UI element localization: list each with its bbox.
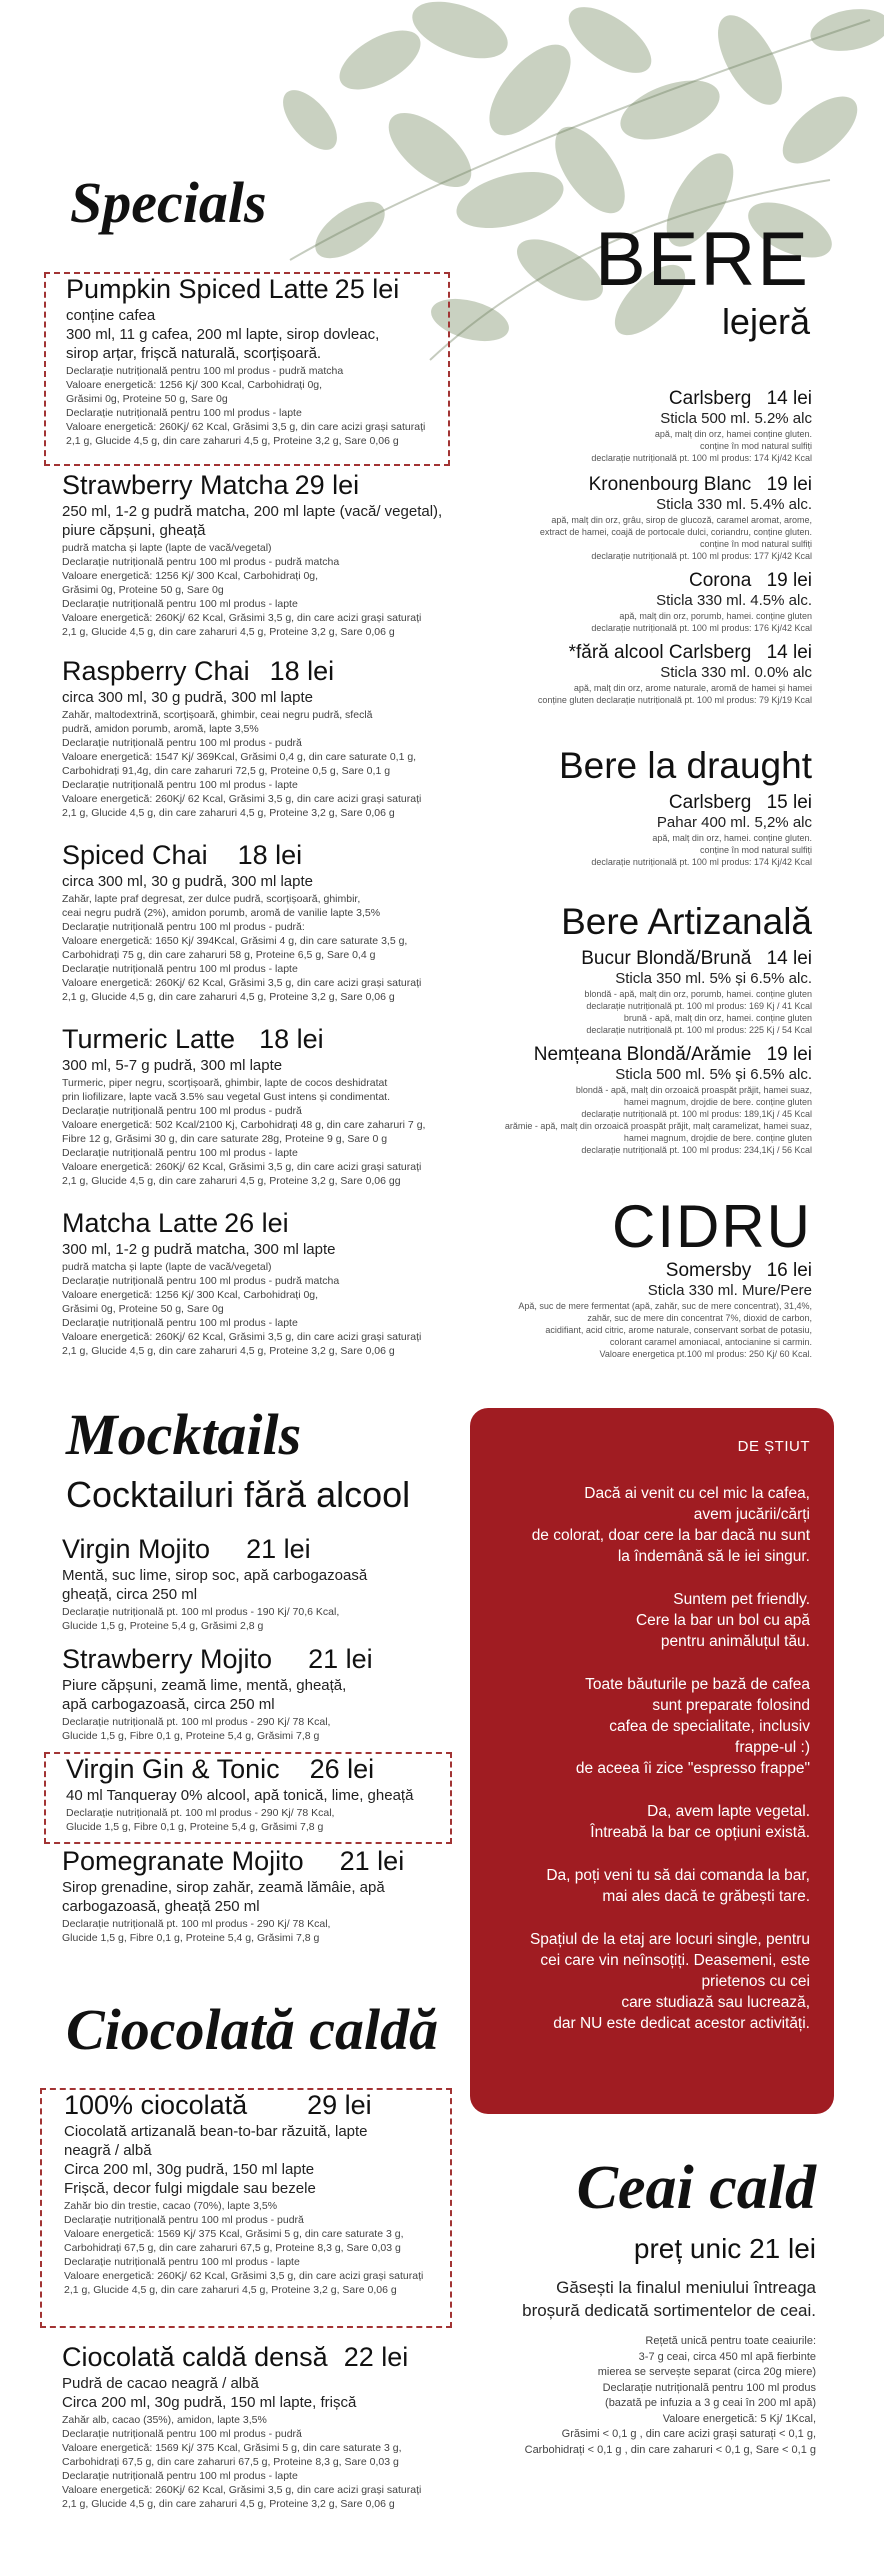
item-desc: circa 300 ml, 30 g pudră, 300 ml lapte — [62, 873, 313, 890]
item-price: 18 lei — [269, 656, 335, 686]
beer-price: 14 lei — [766, 388, 812, 409]
menu-item-strawberry-matcha[interactable] — [62, 470, 452, 639]
item-note: Valoare energetică: 1256 Kj/ 300 Kcal, Carbohidrați 0g, — [62, 1289, 319, 1301]
beer-nemteana[interactable] — [452, 1044, 812, 1156]
item-note: Declarație nutrițională pentru 100 ml produs - pudră matcha — [66, 365, 344, 377]
beer-note: conține în mod natural sulfiți — [699, 539, 812, 549]
beer-bucur[interactable] — [452, 948, 812, 1036]
item-note: 2,1 g, Glucide 4,5 g, din care zaharuri 4,5 g, Proteine 3,2 g, Sare 0,06 g — [62, 807, 395, 819]
item-note: Declarație nutrițională pentru 100 ml produs - pudră — [62, 737, 302, 749]
ceai-note: Valoare energetică: 5 Kj/ 1Kcal, — [662, 2412, 816, 2425]
item-note: Declarație nutrițională pentru 100 ml produs - lapte — [62, 2470, 298, 2482]
item-note: Valoare energetică: 260Kj/ 62 Kcal, Grăsimi 3,5 g, din care acizi grași saturați — [62, 2484, 422, 2496]
item-desc: Pudră de cacao neagră / albă — [62, 2375, 259, 2392]
item-name: Spiced Chai — [62, 840, 208, 870]
menu-item-pomegranate-mojito[interactable] — [62, 1846, 452, 1945]
item-note: Zahăr bio din trestie, cacao (70%), lapte 3,5% — [64, 2200, 278, 2212]
ceai-note: Grăsimi < 0,1 g , din care acizi grași saturați < 0,1 g, — [561, 2428, 816, 2440]
cider-somersby[interactable] — [392, 1260, 812, 1360]
beer-name: Kronenbourg Blanc — [588, 474, 752, 495]
ceai-title: Ceai cald — [576, 2154, 816, 2222]
item-note: Grăsimi 0g, Proteine 50 g, Sare 0g — [62, 1303, 224, 1315]
item-note: Carbohidrați 67,5 g, din care zaharuri 67,5 g, Proteine 8,3 g, Sare 0,03 g — [62, 2456, 399, 2468]
beer-note: hamei magnum, drojdie de bere. conține gluten — [623, 1133, 812, 1143]
beer-note: extract de hamei, coajă de portocale dulci, coriandru, conține gluten. — [539, 527, 812, 537]
item-note: Valoare energetică: 260Kj/ 62 Kcal, Grăsimi 3,5 g, din care acizi grași saturați — [62, 1161, 422, 1173]
mocktails-subtitle: Cocktailuri fără alcool — [66, 1474, 411, 1515]
bere-subtitle: lejeră — [721, 301, 810, 342]
beer-carlsberg-fara-alcool[interactable] — [452, 642, 812, 706]
item-name: Matcha Latte — [62, 1208, 219, 1238]
beer-note: declarație nutrițională pt. 100 ml produs: 176 Kj/42 Kcal — [591, 623, 812, 633]
menu-item-pumpkin-spiced-latte[interactable] — [44, 272, 450, 466]
item-name: Virgin Mojito — [62, 1534, 211, 1564]
item-desc: Circa 200 ml, 30g pudră, 150 ml lapte, frișcă — [62, 2394, 357, 2411]
ceai-price: preț unic 21 lei — [633, 2233, 816, 2264]
item-note: Zahăr, lapte praf degresat, zer dulce pudră, scorțișoară, ghimbir, — [62, 893, 361, 905]
beer-note: declarație nutrițională pt. 100 ml produs: 169 Kj / 41 Kcal — [586, 1001, 812, 1011]
item-name: 100% ciocolată — [64, 2090, 248, 2120]
beer-note: conține în mod natural sulfiți — [699, 441, 812, 451]
draught-carlsberg[interactable] — [452, 792, 812, 868]
item-note: Grăsimi 0g, Proteine 50 g, Sare 0g — [62, 584, 224, 596]
menu-item-strawberry-mojito[interactable] — [62, 1644, 452, 1743]
beer-size: Sticla 350 ml. 5% și 6.5% alc. — [615, 970, 812, 987]
beer-name: Carlsberg — [668, 792, 752, 813]
item-note: Grăsimi 0g, Proteine 50 g, Sare 0g — [66, 393, 228, 405]
beer-name: *fără alcool Carlsberg — [568, 642, 752, 663]
beer-note: Apă, suc de mere fermentat (apă, zahăr, suc de mere concentrat), 31,4%, — [518, 1301, 812, 1311]
item-price: 18 lei — [237, 840, 303, 870]
beer-size: Sticla 330 ml. Mure/Pere — [647, 1282, 812, 1299]
item-price: 21 lei — [308, 1644, 373, 1674]
beer-name: Nemțeana Blondă/Arămie — [533, 1044, 752, 1065]
item-desc: carbogazoasă, gheață 250 ml — [62, 1898, 260, 1915]
item-desc: Sirop grenadine, sirop zahăr, zeamă lămâie, apă — [62, 1879, 385, 1896]
ciocolata-title: Ciocolată caldă — [66, 1997, 439, 2062]
item-desc: 250 ml, 1-2 g pudră matcha, 200 ml lapte (vacă/ vegetal), — [62, 503, 443, 520]
beer-size: Sticla 330 ml. 4.5% alc. — [656, 592, 812, 609]
item-note: Declarație nutrițională pentru 100 ml produs - lapte — [62, 779, 298, 791]
item-desc: Frișcă, decor fulgi migdale sau bezele — [64, 2180, 316, 2197]
beer-price: 19 lei — [766, 570, 812, 591]
ceai-description — [376, 2276, 816, 2322]
item-name: Virgin Gin & Tonic — [66, 1754, 280, 1784]
item-note: Declarație nutrițională pt. 100 ml produs - 290 Kj/ 78 Kcal, — [62, 1918, 331, 1930]
beer-note: blondă - apă, malț din orz, porumb, hamei. conține gluten — [584, 989, 812, 999]
menu-item-raspberry-chai[interactable] — [62, 656, 452, 820]
item-note: Declarație nutrițională pt. 100 ml produs - 190 Kj/ 70,6 Kcal, — [62, 1606, 340, 1618]
item-name: Pumpkin Spiced Latte — [66, 274, 329, 304]
beer-size: Sticla 330 ml. 5.4% alc. — [656, 496, 812, 513]
item-name: Strawberry Mojito — [62, 1644, 273, 1674]
tip-paragraph: Da, poți veni tu să dai comanda la bar, mai ales dacă te grăbești tare. — [546, 1867, 810, 1905]
item-note: Valoare energetică: 260Kj/ 62 Kcal, Grăsimi 3,5 g, din care acizi grași saturați — [66, 421, 426, 433]
ceai-desc-line: broșură dedicată sortimentelor de ceai. — [522, 2301, 816, 2320]
ceai-note: Carbohidrați < 0,1 g , din care zaharuri < 0,1 g, Sare < 0,1 g — [524, 2443, 816, 2456]
item-price: 18 lei — [259, 1024, 324, 1054]
item-price: 25 lei — [334, 274, 400, 304]
item-note: Zahăr alb, cacao (35%), amidon, lapte 3,5% — [62, 2414, 267, 2426]
item-note: 2,1 g, Glucide 4,5 g, din care zaharuri 4,5 g, Proteine 3,2 g, Sare 0,06 g — [62, 2498, 395, 2510]
item-price: 26 lei — [224, 1208, 289, 1238]
item-note: 2,1 g, Glucide 4,5 g, din care zaharuri 4,5 g, Proteine 3,2 g, Sare 0,06 g — [62, 1345, 395, 1357]
item-note: Carbohidrați 67,5 g, din care zaharuri 67,5 g, Proteine 8,3 g, Sare 0,03 g — [64, 2242, 401, 2254]
item-note: ceai negru pudră (2%), amidon porumb, aromă de vanilie lapte 3,5% — [62, 907, 381, 919]
beer-kronenbourg-blanc[interactable] — [452, 474, 812, 562]
ceai-desc-line: Găsești la finalul meniului întreaga — [556, 2278, 816, 2297]
item-note: Glucide 1,5 g, Proteine 5,4 g, Grăsimi 2,8 g — [62, 1620, 264, 1632]
item-note: Carbohidrați 75 g, din care zaharuri 58 g, Proteine 6,5 g, Sare 0,4 g — [62, 949, 376, 961]
ceai-note: Rețetă unică pentru toate ceaiurile: — [645, 2335, 816, 2347]
bere-title: BERE — [595, 217, 810, 302]
item-note: Valoare energetică: 1650 Kj/ 394Kcal, Grăsimi 4 g, din care saturate 3,5 g, — [62, 935, 408, 947]
item-note: Valoare energetică: 1569 Kj/ 375 Kcal, Grăsimi 5 g, din care saturate 3 g, — [64, 2228, 404, 2240]
beer-carlsberg[interactable] — [452, 388, 812, 464]
beer-note: declarație nutrițională pt. 100 ml produs: 177 Kj/42 Kcal — [591, 551, 812, 561]
de-stiut-box — [470, 1408, 834, 2114]
beer-note: apă, malț din orz, grâu, sirop de glucoză, caramel aromat, aromе, — [551, 515, 812, 525]
beer-note: apă, malț din orz, hamei. conține gluten. — [652, 833, 812, 843]
ceai-note: mierea se servește separat (circa 20g miere) — [597, 2366, 816, 2378]
menu-item-virgin-gin-tonic[interactable] — [44, 1752, 452, 1844]
item-price: 22 lei — [343, 2342, 409, 2372]
beer-size: Sticla 500 ml. 5.2% alc — [660, 410, 812, 427]
beer-note: apă, malț din orz, porumb, hamei. conține gluten — [619, 611, 812, 621]
item-note: pudră matcha și lapte (lapte de vacă/vegetal) — [62, 542, 272, 554]
de-stiut-title: DE ȘTIUT — [737, 1438, 810, 1455]
beer-note: conține în mod natural sulfiți — [699, 845, 812, 855]
item-desc: apă carbogazoasă, circa 250 ml — [62, 1696, 275, 1713]
item-note: Declarație nutrițională pentru 100 ml produs - lapte — [64, 2256, 300, 2268]
item-note: pudră, amidon porumb, aromă, lapte 3,5% — [62, 723, 259, 735]
item-note: Declarație nutrițională pentru 100 ml produs - lapte — [62, 1147, 298, 1159]
tip-paragraph: Dacă ai venit cu cel mic la cafea, avem jucării/cărți de colorat, doar cere la bar dacă nu sunt la îndemână să le iei singur. — [531, 1485, 810, 1565]
item-note: Declarație nutrițională pentru 100 ml produs - pudră: — [62, 921, 305, 933]
cidru-title: CIDRU — [612, 1193, 812, 1260]
item-note: Valoare energetică: 260Kj/ 62 Kcal, Grăsimi 3,5 g, din care acizi grași saturați — [62, 1331, 422, 1343]
item-desc: Circa 200 ml, 30g pudră, 150 ml lapte — [64, 2161, 315, 2178]
item-desc: circa 300 ml, 30 g pudră, 300 ml lapte — [62, 689, 313, 706]
item-note: Declarație nutrițională pt. 100 ml produs - 290 Kj/ 78 Kcal, — [66, 1807, 335, 1819]
beer-note: brună - apă, malț din orz, hamei. conține gluten — [623, 1013, 812, 1023]
item-name: Ciocolată caldă densă — [62, 2342, 328, 2372]
menu-item-spiced-chai[interactable] — [62, 840, 452, 1004]
item-name: Turmeric Latte — [62, 1024, 236, 1054]
item-note: Declarație nutrițională pentru 100 ml produs - pudră — [64, 2214, 304, 2226]
item-note: Declarație nutrițională pentru 100 ml produs - pudră matcha — [62, 556, 340, 568]
item-name: Strawberry Matcha — [62, 470, 289, 500]
item-note: Zahăr, maltodextrină, scorțișoară, ghimbir, ceai negru pudră, sfeclă — [62, 709, 373, 721]
beer-note: zahăr, suc de mere din concentrat 7%, dioxid de carbon, — [587, 1313, 812, 1323]
item-price: 26 lei — [309, 1754, 375, 1784]
beer-note: apă, malț din orz, arome naturale, aromă de hamei și hamei — [573, 683, 812, 693]
item-note: Valoare energetică: 260Kj/ 62 Kcal, Grăsimi 3,5 g, din care acizi grași saturați — [64, 2270, 424, 2282]
item-desc: 300 ml, 5-7 g pudră, 300 ml lapte — [62, 1057, 283, 1074]
beer-note: colorant caramel amoniacal, antocianine si carmin. — [609, 1337, 812, 1347]
tip-paragraph: Da, avem lapte vegetal. Întreabă la bar ce opțiuni există. — [590, 1803, 810, 1841]
beer-name: Bucur Blondă/Brună — [581, 948, 752, 969]
item-note: Valoare energetică: 1256 Kj/ 300 Kcal, Carbohidrați 0g, — [66, 379, 323, 391]
beer-note: declarație nutrițională pt. 100 ml produs: 189,1Kj / 45 Kcal — [581, 1109, 812, 1119]
item-note: Turmeric, piper negru, scorțișoară, ghimbir, lapte de cocos deshidratat — [62, 1077, 388, 1089]
item-note: Valoare energetică: 1256 Kj/ 300 Kcal, Carbohidrați 0g, — [62, 570, 319, 582]
beer-price: 19 lei — [766, 474, 812, 495]
item-note: Valoare energetică: 260Kj/ 62 Kcal, Grăsimi 3,5 g, din care acizi grași saturați — [62, 793, 422, 805]
beer-note: declarație nutrițională pt. 100 ml produs: 225 Kj / 54 Kcal — [586, 1025, 812, 1035]
beer-note: arămie - apă, malț din orzoaică proaspăt prăjit, malț caramelizat, hamei suaz, — [504, 1121, 812, 1131]
item-note: pudră matcha și lapte (lapte de vacă/vegetal) — [62, 1261, 272, 1273]
menu-item-turmeric-latte[interactable] — [62, 1024, 452, 1188]
item-note: prin liofilizare, lapte vacă 3.5% sau vegetal Gust intens și condimentat. — [62, 1091, 391, 1103]
item-price: 29 lei — [307, 2090, 372, 2120]
beer-note: acidifiant, acid citric, arome naturale, conservant sorbat de potasiu, — [545, 1325, 812, 1335]
item-note: Glucide 1,5 g, Fibre 0,1 g, Proteine 5,4 g, Grăsimi 7,8 g — [62, 1932, 320, 1944]
item-note: Declarație nutrițională pentru 100 ml produs - lapte — [66, 407, 302, 419]
ceai-note: 3-7 g ceai, circa 450 ml apă fierbinte — [638, 2350, 816, 2363]
beer-corona[interactable] — [452, 570, 812, 634]
item-note: Carbohidrați 91,4g, din care zaharuri 72,5 g, Proteine 0,5 g, Sare 0,1 g — [62, 765, 391, 777]
item-note: 2,1 g, Glucide 4,5 g, din care zaharuri 4,5 g, Proteine 3,2 g, Sare 0,06 g — [62, 991, 395, 1003]
beer-note: conține gluten declarație nutrițională pt. 100 ml produs: 79 Kj/19 Kcal — [537, 695, 812, 705]
beer-size: Sticla 500 ml. 5% și 6.5% alc. — [615, 1066, 812, 1083]
beer-note: declarație nutrițională pt. 100 ml produs: 174 Kj/42 Kcal — [591, 453, 812, 463]
item-desc: conține cafea — [66, 307, 156, 324]
item-desc: Ciocolată artizanală bean-to-bar răzuită, lapte — [64, 2123, 368, 2140]
item-desc: Mentă, suc lime, sirop soc, apă carbogazoasă — [62, 1567, 368, 1584]
item-desc: gheață, circa 250 ml — [62, 1586, 198, 1603]
tip-paragraph: Toate băuturile pe bază de cafea sunt preparate folosind cafea de specialitate, inclusiv frappe-ul :) de aceea îi zice "espresso frappe" — [575, 1676, 810, 1777]
item-price: 21 lei — [339, 1846, 405, 1876]
beer-note: hamei magnum, drojdie de bere. conține gluten — [623, 1097, 812, 1107]
item-note: Declarație nutrițională pentru 100 ml produs - lapte — [62, 963, 298, 975]
item-note: Valoare energetică: 1569 Kj/ 375 Kcal, Grăsimi 5 g, din care saturate 3 g, — [62, 2442, 402, 2454]
item-note: Valoare energetică: 260Kj/ 62 Kcal, Grăsimi 3,5 g, din care acizi grași saturați — [62, 612, 422, 624]
item-note: Valoare energetică: 502 Kcal/2100 Kj, Carbohidrați 48 g, din care zaharuri 7 g, — [62, 1119, 426, 1131]
draught-title: Bere la draught — [558, 745, 812, 786]
beer-price: 16 lei — [766, 1260, 812, 1281]
item-desc: 300 ml, 11 g cafea, 200 ml lapte, sirop dovleac, — [66, 326, 380, 343]
ceai-note: Declarație nutrițională pentru 100 ml produs — [602, 2381, 816, 2394]
item-note: Declarație nutrițională pentru 100 ml produs - lapte — [62, 1317, 298, 1329]
beer-note: apă, malț din orz, hamei conține gluten. — [654, 429, 812, 439]
item-price: 29 lei — [294, 470, 360, 500]
beer-price: 14 lei — [766, 948, 812, 969]
beer-name: Corona — [688, 570, 752, 591]
item-note: Declarație nutrițională pt. 100 ml produs - 290 Kj/ 78 Kcal, — [62, 1716, 331, 1728]
item-name: Raspberry Chai — [62, 656, 250, 686]
item-note: 2,1 g, Glucide 4,5 g, din care zaharuri 4,5 g, Proteine 3,2 g, Sare 0,06 g — [66, 435, 399, 447]
beer-note: declarație nutrițională pt. 100 ml produs: 174 Kj/42 Kcal — [591, 857, 812, 867]
item-note: 2,1 g, Glucide 4,5 g, din care zaharuri 4,5 g, Proteine 3,2 g, Sare 0,06 g — [62, 626, 395, 638]
menu-item-ciocolata-calda-densa[interactable] — [62, 2342, 452, 2511]
item-note: Glucide 1,5 g, Fibre 0,1 g, Proteine 5,4 g, Grăsimi 7,8 g — [62, 1730, 320, 1742]
specials-title: Specials — [70, 170, 267, 235]
item-note: Declarație nutrițională pentru 100 ml produs - pudră — [62, 2428, 302, 2440]
item-desc: 300 ml, 1-2 g pudră matcha, 300 ml lapte — [62, 1241, 336, 1258]
item-note: Declarație nutrițională pentru 100 ml produs - pudră matcha — [62, 1275, 340, 1287]
item-name: Pomegranate Mojito — [62, 1846, 304, 1876]
item-note: Glucide 1,5 g, Fibre 0,1 g, Proteine 5,4 g, Grăsimi 7,8 g — [66, 1821, 324, 1833]
beer-name: Carlsberg — [668, 388, 752, 409]
beer-note: Valoare energetica pt.100 ml produs: 250 Kj/ 60 Kcal. — [599, 1349, 812, 1359]
beer-price: 15 lei — [766, 792, 812, 813]
beer-size: Pahar 400 ml. 5,2% alc — [656, 814, 812, 831]
artizanala-title: Bere Artizanală — [561, 901, 812, 942]
item-desc: Piure căpșuni, zeamă lime, mentă, gheață, — [62, 1677, 347, 1694]
item-note: Fibre 12 g, Grăsimi 30 g, din care saturate 28g, Proteine 9 g, Sare 0 g — [62, 1133, 388, 1145]
item-note: Valoare energetică: 260Kj/ 62 Kcal, Grăsimi 3,5 g, din care acizi grași saturați — [62, 977, 422, 989]
tip-paragraph: Spațiul de la etaj are locuri single, pentru cei care vin neînsoțiți. Deasemeni, este prietenos cu cei care studiază sau lucrează, dar NU este dedicat acestor activități. — [529, 1931, 810, 2032]
menu-item-virgin-mojito[interactable] — [62, 1534, 452, 1633]
beer-note: declarație nutrițională pt. 100 ml produs: 234,1Kj / 56 Kcal — [581, 1145, 812, 1155]
item-note: 2,1 g, Glucide 4,5 g, din care zaharuri 4,5 g, Proteine 3,2 g, Sare 0,06 g — [64, 2284, 397, 2296]
item-desc: piure căpșuni, gheață — [62, 522, 206, 539]
item-price: 21 lei — [246, 1534, 311, 1564]
beer-price: 19 lei — [766, 1044, 812, 1065]
beer-price: 14 lei — [766, 642, 812, 663]
ceai-notes — [396, 2334, 816, 2458]
item-note: Declarație nutrițională pentru 100 ml produs - pudră — [62, 1105, 302, 1117]
item-note: 2,1 g, Glucide 4,5 g, din care zaharuri 4,5 g, Proteine 3,2 g, Sare 0,06 gg — [62, 1175, 401, 1187]
item-note: Declarație nutrițională pentru 100 ml produs - lapte — [62, 598, 298, 610]
tip-paragraph: Suntem pet friendly. Cere la bar un bol cu apă pentru animăluțul tău. — [635, 1591, 810, 1650]
beer-name: Somersby — [665, 1260, 752, 1281]
mocktails-title: Mocktails — [66, 1402, 302, 1467]
item-note: Valoare energetică: 1547 Kj/ 369Kcal, Grăsimi 0,4 g, din care saturate 0,1 g, — [62, 751, 417, 763]
ceai-note: (bazată pe infuzia a 3 g ceai în 200 ml apă) — [605, 2397, 816, 2409]
item-desc: sirop arțar, frișcă naturală, scorțișoară. — [66, 345, 322, 362]
item-desc: 40 ml Tanqueray 0% alcool, apă tonică, lime, gheață — [66, 1787, 414, 1804]
beer-size: Sticla 330 ml. 0.0% alc — [660, 664, 812, 681]
item-desc: neagră / albă — [64, 2142, 152, 2159]
beer-note: blondă - apă, malț din orzoaică proaspăt prăjit, hamei suaz, — [575, 1085, 812, 1095]
